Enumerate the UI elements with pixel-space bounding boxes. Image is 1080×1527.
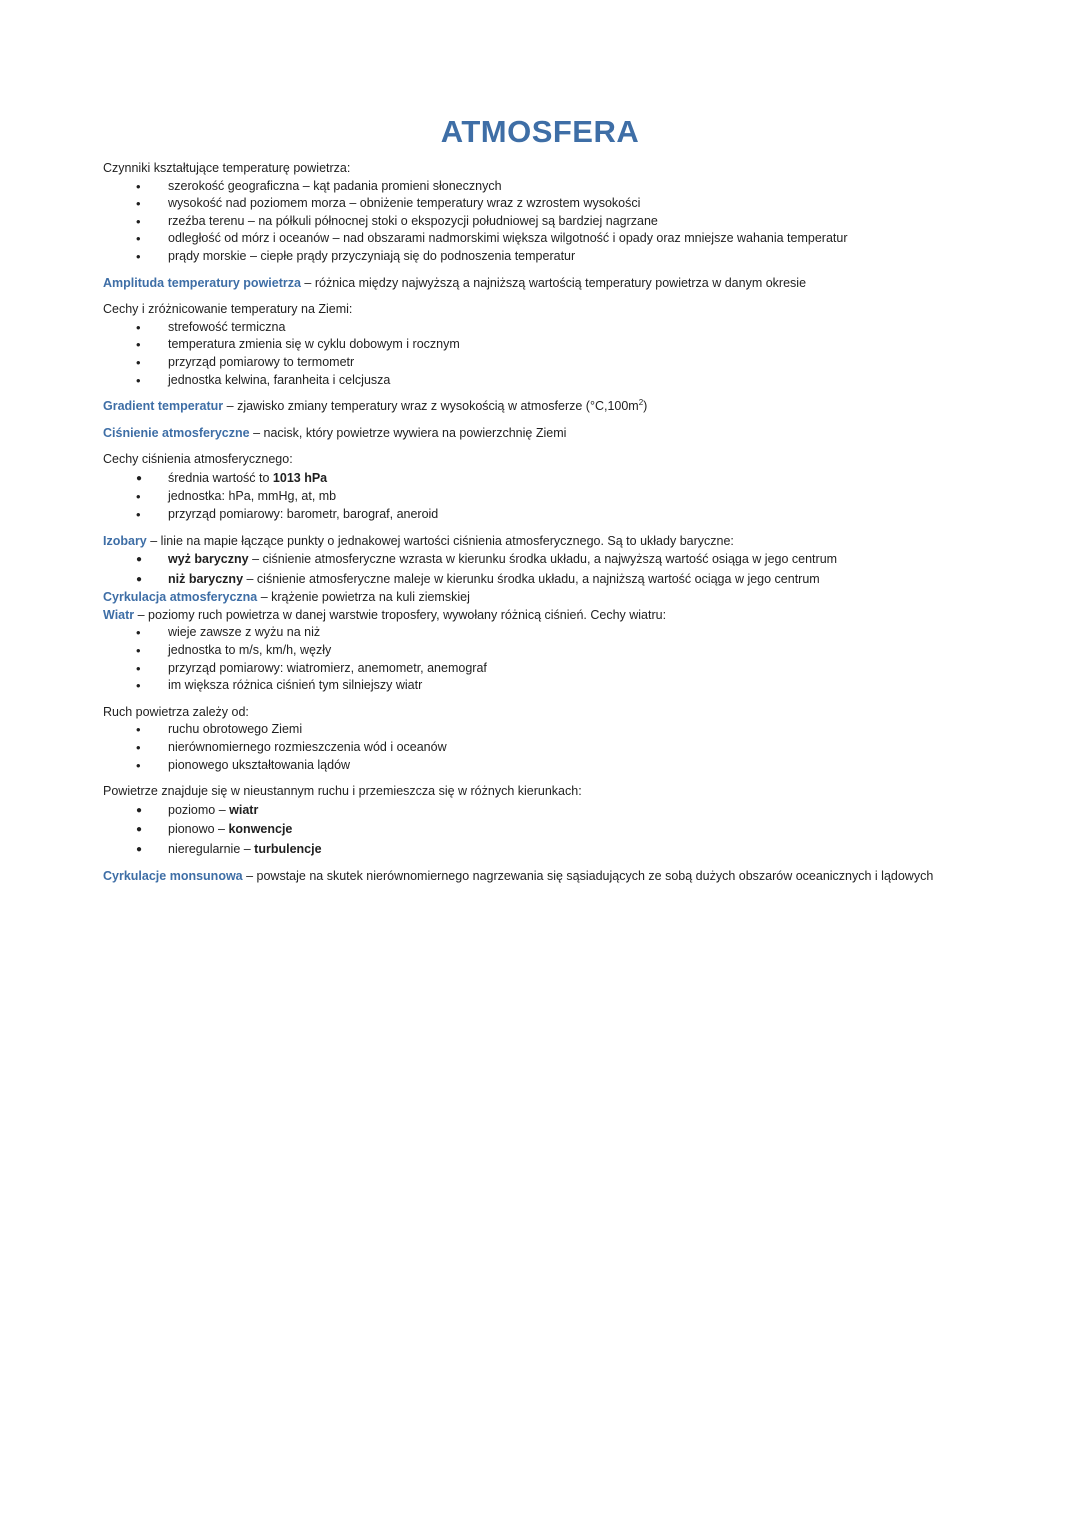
definition-circulation bbox=[103, 589, 1033, 607]
definition-pressure bbox=[103, 425, 1033, 443]
superscript: 2 bbox=[638, 397, 644, 407]
movement-list bbox=[103, 721, 1033, 774]
definition-text: – różnica między najwyższą a najniższą wartością temperatury powietrza w danym okresie bbox=[300, 275, 807, 290]
term: Amplituda temperatury powietrza bbox=[103, 275, 301, 290]
term: Cyrkulacja atmosferyczna bbox=[103, 590, 258, 605]
definition-monsoon bbox=[103, 868, 1033, 886]
pressure-features-list-2 bbox=[103, 488, 1033, 523]
list-item: ● nieregularnie – turbulencje bbox=[103, 840, 1033, 860]
definition-text: – zjawisko zmiany temperatury wraz z wysokością w atmosferze (°C,100m bbox=[223, 399, 639, 414]
list-item: ● średnia wartość to 1013 hPa bbox=[103, 469, 1033, 489]
list-item: • nierównomiernego rozmieszczenia wód i oceanów bbox=[103, 739, 1033, 757]
list-item: ● niż baryczny – ciśnienie atmosferyczne maleje w kierunku środka układu, a najniższą wartość ociąga w jego centrum bbox=[103, 570, 1033, 590]
definition-gradient bbox=[103, 398, 1033, 416]
definition-text: – linie na mapie łączące punkty o jednakowej wartości ciśnienia atmosferycznego. Są to układy baryczne: bbox=[146, 533, 734, 548]
list-item: • rzeźba terenu – na półkuli północnej stoki o ekspozycji południowej są bardziej nagrzane bbox=[103, 213, 1033, 231]
movement-intro: Ruch powietrza zależy od: bbox=[103, 704, 249, 719]
list-item: • przyrząd pomiarowy: wiatromierz, anemometr, anemograf bbox=[103, 660, 1033, 678]
definition-text: – nacisk, który powietrze wywiera na powierzchnię Ziemi bbox=[249, 425, 567, 440]
list-item: • wysokość nad poziomem morza – obniżenie temperatury wraz z wzrostem wysokości bbox=[103, 195, 1033, 213]
page-title: ATMOSFERA bbox=[440, 114, 640, 149]
list-item: • prądy morskie – ciepłe prądy przyczyniają się do podnoszenia temperatur bbox=[103, 248, 1033, 266]
term: Ciśnienie atmosferyczne bbox=[103, 425, 250, 440]
isobars-list bbox=[103, 550, 1033, 589]
list-item: • pionowego ukształtowania lądów bbox=[103, 757, 1033, 775]
list-item: • jednostka kelwina, faranheita i celcjusza bbox=[103, 372, 1033, 390]
list-item: • temperatura zmienia się w cyklu dobowym i rocznym bbox=[103, 336, 1033, 354]
pressure-features-intro: Cechy ciśnienia atmosferycznego: bbox=[103, 452, 293, 467]
document-body bbox=[103, 160, 1033, 886]
list-item: • przyrząd pomiarowy: barometr, barograf, aneroid bbox=[103, 506, 1033, 524]
list-item: • im większa różnica ciśnień tym silniejszy wiatr bbox=[103, 677, 1033, 695]
factors-intro: Czynniki kształtujące temperaturę powietrza: bbox=[103, 161, 351, 175]
list-item: ● poziomo – wiatr bbox=[103, 801, 1033, 821]
list-item: • jednostka to m/s, km/h, węzły bbox=[103, 642, 1033, 660]
list-item: • szerokość geograficzna – kąt padania promieni słonecznych bbox=[103, 178, 1033, 196]
term: Wiatr bbox=[103, 607, 135, 622]
features-intro: Cechy i zróżnicowanie temperatury na Ziemi: bbox=[103, 302, 353, 317]
definition-amplitude bbox=[103, 275, 1033, 293]
wind-list bbox=[103, 624, 1033, 694]
term: Cyrkulacje monsunowa bbox=[103, 869, 243, 884]
motion-list bbox=[103, 801, 1033, 860]
definition-text: – krążenie powietrza na kuli ziemskiej bbox=[257, 590, 470, 605]
list-item: ● pionowo – konwencje bbox=[103, 820, 1033, 840]
pressure-features-list bbox=[103, 469, 1033, 489]
definition-wind bbox=[103, 607, 1033, 625]
definition-text: – poziomy ruch powietrza w danej warstwie troposfery, wywołany różnicą ciśnień. Cechy wiatru: bbox=[134, 607, 667, 622]
term: Izobary bbox=[103, 533, 147, 548]
list-item: • strefowość termiczna bbox=[103, 319, 1033, 337]
list-item: • odległość od mórz i oceanów – nad obszarami nadmorskimi większa wilgotność i opady oraz mniejsze wahania temperatur bbox=[103, 230, 1033, 248]
term: Gradient temperatur bbox=[103, 399, 224, 414]
features-list bbox=[103, 319, 1033, 389]
factors-list bbox=[103, 178, 1033, 266]
list-item: • jednostka: hPa, mmHg, at, mb bbox=[103, 488, 1033, 506]
list-item: • przyrząd pomiarowy to termometr bbox=[103, 354, 1033, 372]
list-item: • ruchu obrotowego Ziemi bbox=[103, 721, 1033, 739]
definition-isobars bbox=[103, 533, 1033, 551]
list-item: ● wyż baryczny – ciśnienie atmosferyczne wzrasta w kierunku środka układu, a najwyższą wartość osiąga w jego centrum bbox=[103, 550, 1033, 570]
definition-text: – powstaje na skutek nierównomiernego nagrzewania się sąsiadujących ze sobą dużych obszarów oceanicznych i lądowych bbox=[242, 869, 934, 884]
motion-intro: Powietrze znajduje się w nieustannym ruchu i przemieszcza się w różnych kierunkach: bbox=[103, 784, 582, 799]
list-item: • wieje zawsze z wyżu na niż bbox=[103, 624, 1033, 642]
definition-close: ) bbox=[643, 399, 648, 414]
